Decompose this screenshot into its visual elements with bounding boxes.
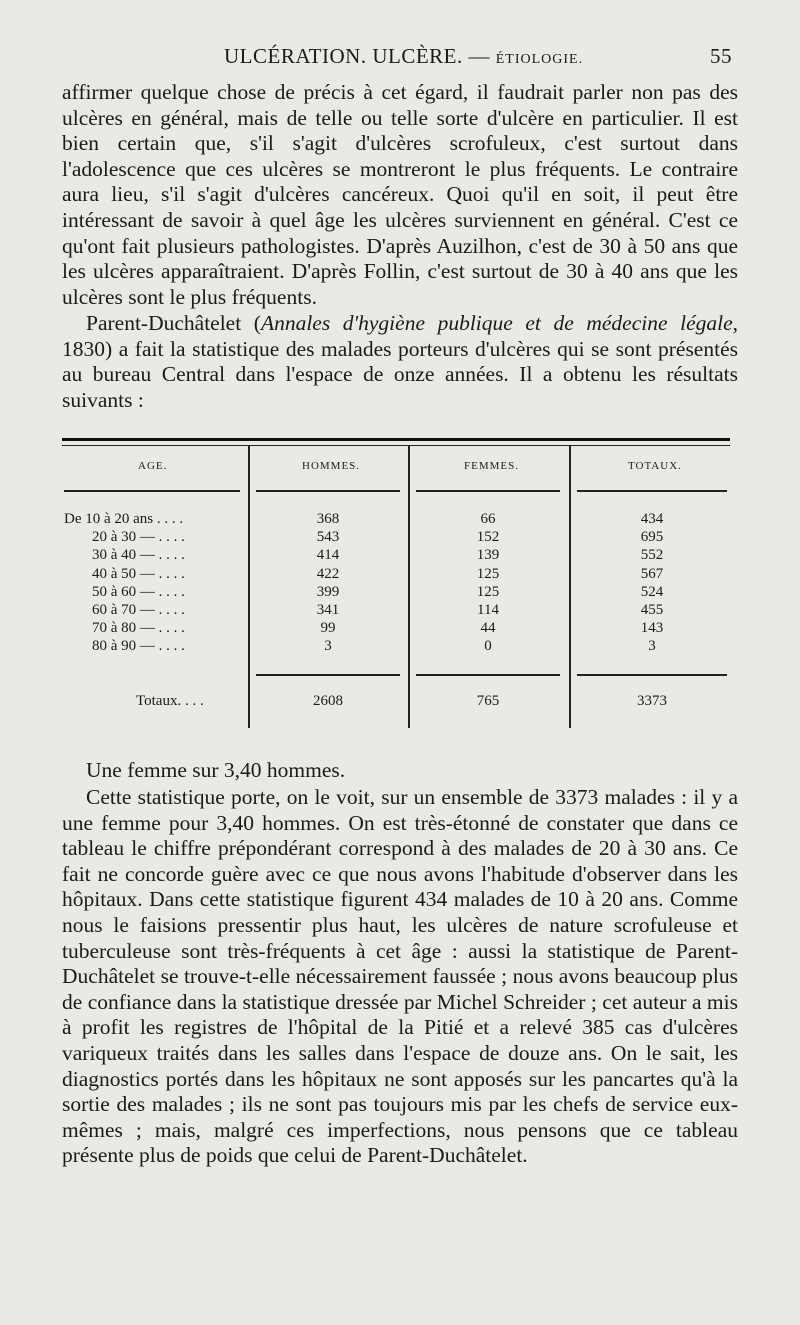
paragraph-1: affirmer quelque chose de précis à cet égard, il faudrait parler non pas des ulcères en général, mais de telle ou telle sorte d'ulcère en particulier. Il est bien certain que, s'il s'agit d'ulcères scrofuleux, c'est surtout dans l'adolescence que ces ulcères se montreront le plus fréquents. Le contraire aura lieu, s'il s'agit d'ulcères cancéreux. Quoi qu'il en soit, il peut être intéressant de savoir à quel âge les ulcères surviennent en général. C'est ce qu'ont fait plusieurs pathologistes. D'après Auzilhon, c'est de 30 à 50 ans que les ulcères apparaîtraient. D'après Follin, c'est surtout de 30 à 40 ans que les ulcères sont le plus fréquents. [62, 80, 738, 309]
running-title-text: ULCÉRATION. ULCÈRE. — [224, 44, 490, 68]
header-rule-hommes [256, 490, 400, 492]
femmes-cell: 125 [476, 583, 500, 600]
totaux-cell: 143 [640, 620, 664, 637]
paragraph-2-before: Parent-Duchâtelet ( [86, 311, 261, 335]
femmes-cell: 152 [476, 529, 500, 546]
femmes-cell: 44 [480, 620, 496, 637]
sum-rule-hommes [256, 674, 400, 676]
hommes-cell: 543 [316, 529, 340, 546]
femmes-cell: 66 [480, 511, 496, 527]
page-number: 55 [710, 44, 732, 68]
hommes-cell: 3 [324, 638, 332, 655]
header-femmes: FEMMES. [464, 460, 519, 472]
age-cell: 80 à 90 — . . . . [92, 638, 185, 655]
hommes-cell: 399 [316, 583, 340, 600]
table-top-rule-thin [62, 445, 730, 446]
totaux-cell: 455 [640, 602, 664, 618]
femmes-cell: 125 [476, 565, 500, 582]
paragraph-2 [62, 311, 738, 413]
running-title [224, 44, 583, 69]
totals-totaux: 3373 [637, 693, 667, 709]
header-rule-age [64, 490, 240, 492]
paragraph-3: Une femme sur 3,40 hommes. [86, 758, 346, 782]
age-cell: 40 à 50 — . . . . [92, 565, 185, 582]
hommes-cell: 414 [316, 547, 340, 564]
hommes-cell: 422 [316, 565, 340, 582]
table-divider-3 [569, 446, 571, 728]
header-rule-totaux [577, 490, 727, 492]
sum-rule-femmes [416, 674, 560, 676]
running-header [62, 44, 742, 74]
table-divider-1 [248, 446, 250, 728]
totaux-cell: 695 [640, 529, 664, 546]
header-rule-femmes [416, 490, 560, 492]
age-cell: 60 à 70 — . . . . [92, 602, 185, 618]
age-cell: De 10 à 20 ans . . . . [64, 511, 184, 527]
table-divider-2 [408, 446, 410, 728]
age-cell: 30 à 40 — . . . . [92, 547, 185, 564]
totaux-cell: 567 [640, 565, 664, 582]
totals-label: Totaux. . . . [136, 693, 204, 709]
hommes-cell: 341 [316, 602, 340, 618]
age-cell: 50 à 60 — . . . . [92, 583, 185, 600]
running-subtitle: ÉTIOLOGIE. [495, 52, 584, 67]
femmes-cell: 139 [476, 547, 500, 564]
femmes-cell: 114 [477, 602, 499, 618]
header-totaux: TOTAUX. [628, 460, 682, 472]
hommes-cell: 368 [316, 511, 340, 527]
totals-femmes: 765 [476, 693, 500, 709]
journal-title: Annales d'hygiène publique et de médecine légale [260, 311, 733, 335]
sum-rule-totaux [577, 674, 727, 676]
totals-hommes: 2608 [313, 693, 343, 709]
hommes-cell: 99 [320, 620, 336, 637]
femmes-cell: 0 [484, 638, 492, 655]
totaux-cell: 524 [640, 583, 664, 600]
age-cell: 20 à 30 — . . . . [92, 529, 185, 546]
age-cell: 70 à 80 — . . . . [92, 620, 185, 637]
header-hommes: HOMMES. [302, 460, 361, 472]
totaux-cell: 3 [648, 638, 656, 655]
paragraph-4: Cette statistique porte, on le voit, sur un ensemble de 3373 malades : il y a une femme pour 3,40 hommes. On est très-étonné de constater que dans ce tableau le chiffre prépondérant correspond à des malades de 20 à 30 ans. Ce fait ne concorde guère avec ce que nous avons l'habitude d'observer dans les hôpitaux. Dans cette statistique figurent 434 malades de 10 à 20 ans. Comme nous le faisions pressentir plus haut, les ulcères de nature scrofuleuse et tuberculeuse sont très-fréquents à cet âge : aussi la statistique de Parent-Duchâtelet se trouve-t-elle nécessairement faussée ; nous avons beaucoup plus de confiance dans la statistique dressée par Michel Schreider ; cet auteur a mis à profit les registres de l'hôpital de la Pitié et a relevé 385 cas d'ulcères variqueux traités dans les salles dans l'espace de douze ans. On le sait, les diagnostics portés dans les hôpitaux ne sont apposés sur les pancartes qu'à la sortie des malades ; ils ne sont pas toujours mis par les chefs de service eux-mêmes ; mais, malgré ces imperfections, nous pensons que ce tableau présente plus de poids que celui de Parent-Duchâtelet. [62, 785, 738, 1168]
header-age: AGE. [138, 460, 168, 472]
table-top-rule [62, 438, 730, 441]
totaux-cell: 552 [640, 547, 664, 564]
totaux-cell: 434 [640, 511, 664, 527]
paragraph-2-after: , 1830) a fait la statistique des malades porteurs d'ulcères qui se sont présentés au bureau Central dans l'espace de onze années. Il a obtenu les résultats suivants : [62, 311, 739, 412]
